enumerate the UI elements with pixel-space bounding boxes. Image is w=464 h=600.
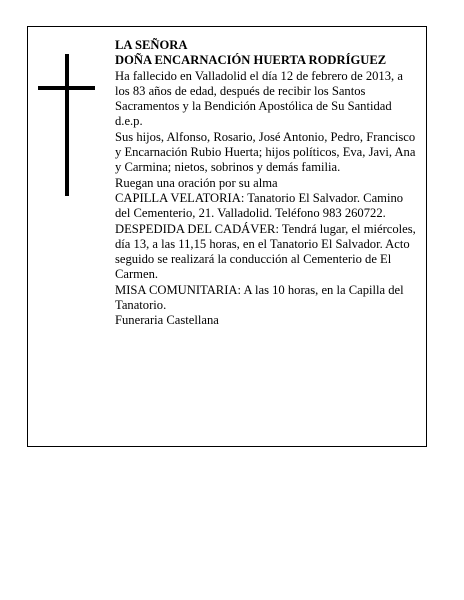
chapel-info: CAPILLA VELATORIA: Tanatorio El Salvador. Camino del Cementerio, 21. Valladolid. Teléfono 983 260722. (115, 190, 404, 221)
cross-icon (65, 54, 69, 196)
cross-icon-bar (38, 86, 95, 90)
mass-info: MISA COMUNITARIA: A las 10 horas, en la Capilla del Tanatorio. (115, 282, 404, 313)
family-list: Sus hijos, Alfonso, Rosario, José Antonio, Pedro, Francisco y Encarnación Rubio Huerta; hijos políticos, Eva, Javi, Ana y Carmina; nietos, sobrinos y demás familia. (115, 129, 416, 175)
prayer-request: Ruegan una oración por su alma (115, 175, 278, 190)
obituary-text (115, 38, 420, 329)
death-notice: Ha fallecido en Valladolid el día 12 de febrero de 2013, a los 83 años de edad, después de recibir los Santos Sacramentos y la Bendición Apostólica de Su Santidad d.e.p. (115, 68, 403, 129)
deceased-name: DOÑA ENCARNACIÓN HUERTA RODRÍGUEZ (115, 53, 387, 68)
farewell-info: DESPEDIDA DEL CADÁVER: Tendrá lugar, el miércoles, día 13, a las 11,15 horas, en el Tanatorio El Salvador. Acto seguido se realizará la conducción al Cementerio de El Carmen. (115, 221, 416, 282)
notice-title: LA SEÑORA (115, 38, 188, 52)
funeral-home: Funeraria Castellana (115, 313, 219, 328)
